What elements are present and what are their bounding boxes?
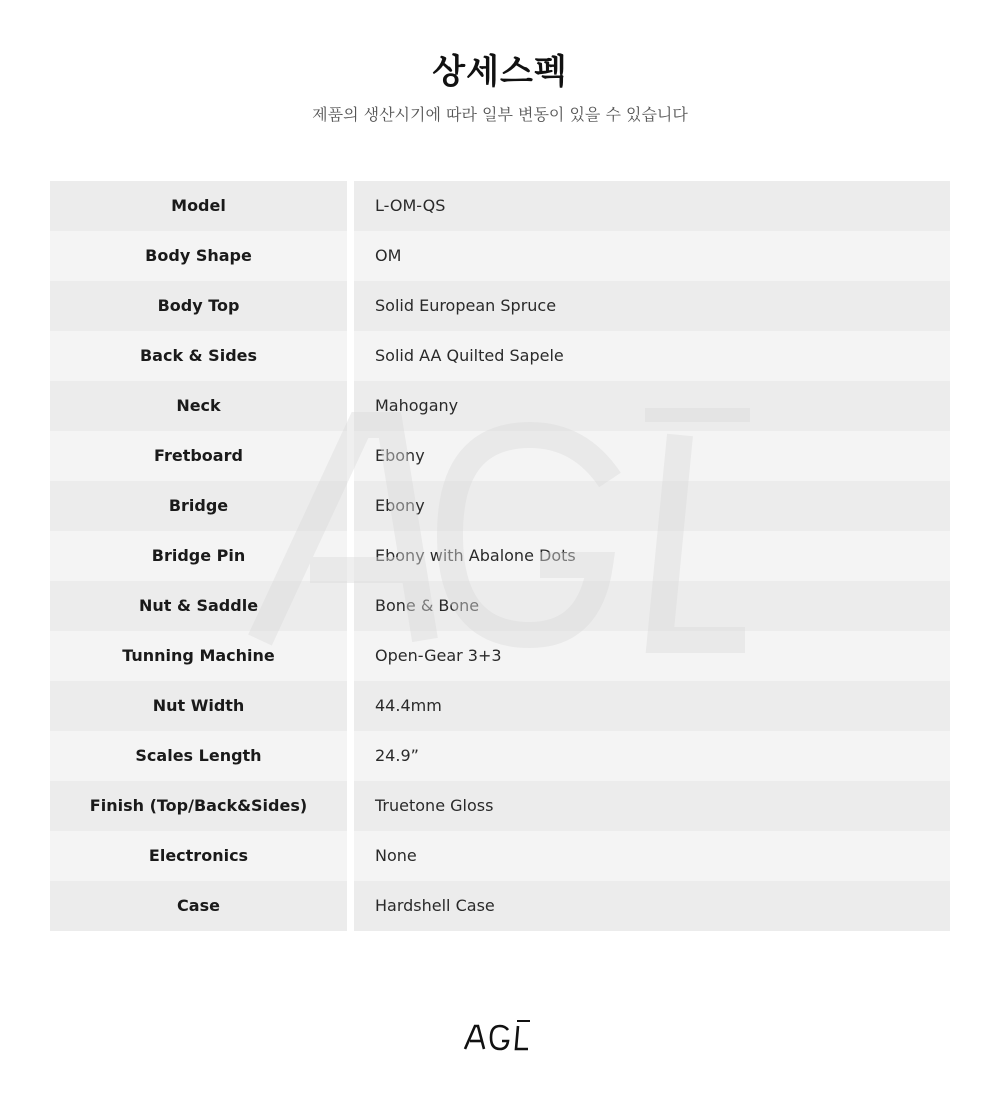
spec-label: Body Shape — [50, 231, 347, 281]
spec-row-nut-saddle — [50, 581, 950, 631]
spec-label: Finish (Top/Back&Sides) — [50, 781, 347, 831]
spec-row-bridge — [50, 481, 950, 531]
spec-label: Body Top — [50, 281, 347, 331]
page-subtitle: 제품의 생산시기에 따라 일부 변동이 있을 수 있습니다 — [312, 105, 688, 124]
spec-value: L-OM-QS — [354, 181, 950, 231]
spec-value: Solid AA Quilted Sapele — [354, 331, 950, 381]
spec-value: 44.4mm — [354, 681, 950, 731]
spec-label: Neck — [50, 381, 347, 431]
spec-label: Scales Length — [50, 731, 347, 781]
spec-label: Bridge Pin — [50, 531, 347, 581]
spec-value: Hardshell Case — [354, 881, 950, 931]
spec-value: OM — [354, 231, 950, 281]
spec-label: Tunning Machine — [50, 631, 347, 681]
spec-row-bridge-pin — [50, 531, 950, 581]
spec-row-model — [50, 181, 950, 231]
spec-value: None — [354, 831, 950, 881]
spec-value: Solid European Spruce — [354, 281, 950, 331]
spec-label: Nut & Saddle — [50, 581, 347, 631]
spec-row-body-top — [50, 281, 950, 331]
spec-label: Model — [50, 181, 347, 231]
spec-row-tunning-machine — [50, 631, 950, 681]
spec-label: Electronics — [50, 831, 347, 881]
spec-label: Fretboard — [50, 431, 347, 481]
spec-label: Bridge — [50, 481, 347, 531]
spec-value: Ebony — [354, 481, 950, 531]
spec-value: Truetone Gloss — [354, 781, 950, 831]
spec-row-electronics — [50, 831, 950, 881]
spec-label: Nut Width — [50, 681, 347, 731]
agl-logo — [462, 1016, 538, 1056]
spec-table — [50, 181, 950, 931]
spec-label: Case — [50, 881, 347, 931]
spec-value: Bone & Bone — [354, 581, 950, 631]
spec-row-nut-width — [50, 681, 950, 731]
spec-value: Mahogany — [354, 381, 950, 431]
page-title: 상세스펙 — [432, 52, 568, 92]
spec-row-scales-length — [50, 731, 950, 781]
spec-row-body-shape — [50, 231, 950, 281]
spec-row-neck — [50, 381, 950, 431]
spec-label: Back & Sides — [50, 331, 347, 381]
spec-row-fretboard — [50, 431, 950, 481]
spec-value: 24.9” — [354, 731, 950, 781]
spec-row-back-sides — [50, 331, 950, 381]
spec-value: Open-Gear 3+3 — [354, 631, 950, 681]
spec-row-case — [50, 881, 950, 931]
spec-value: Ebony with Abalone Dots — [354, 531, 950, 581]
spec-value: Ebony — [354, 431, 950, 481]
spec-row-finish — [50, 781, 950, 831]
